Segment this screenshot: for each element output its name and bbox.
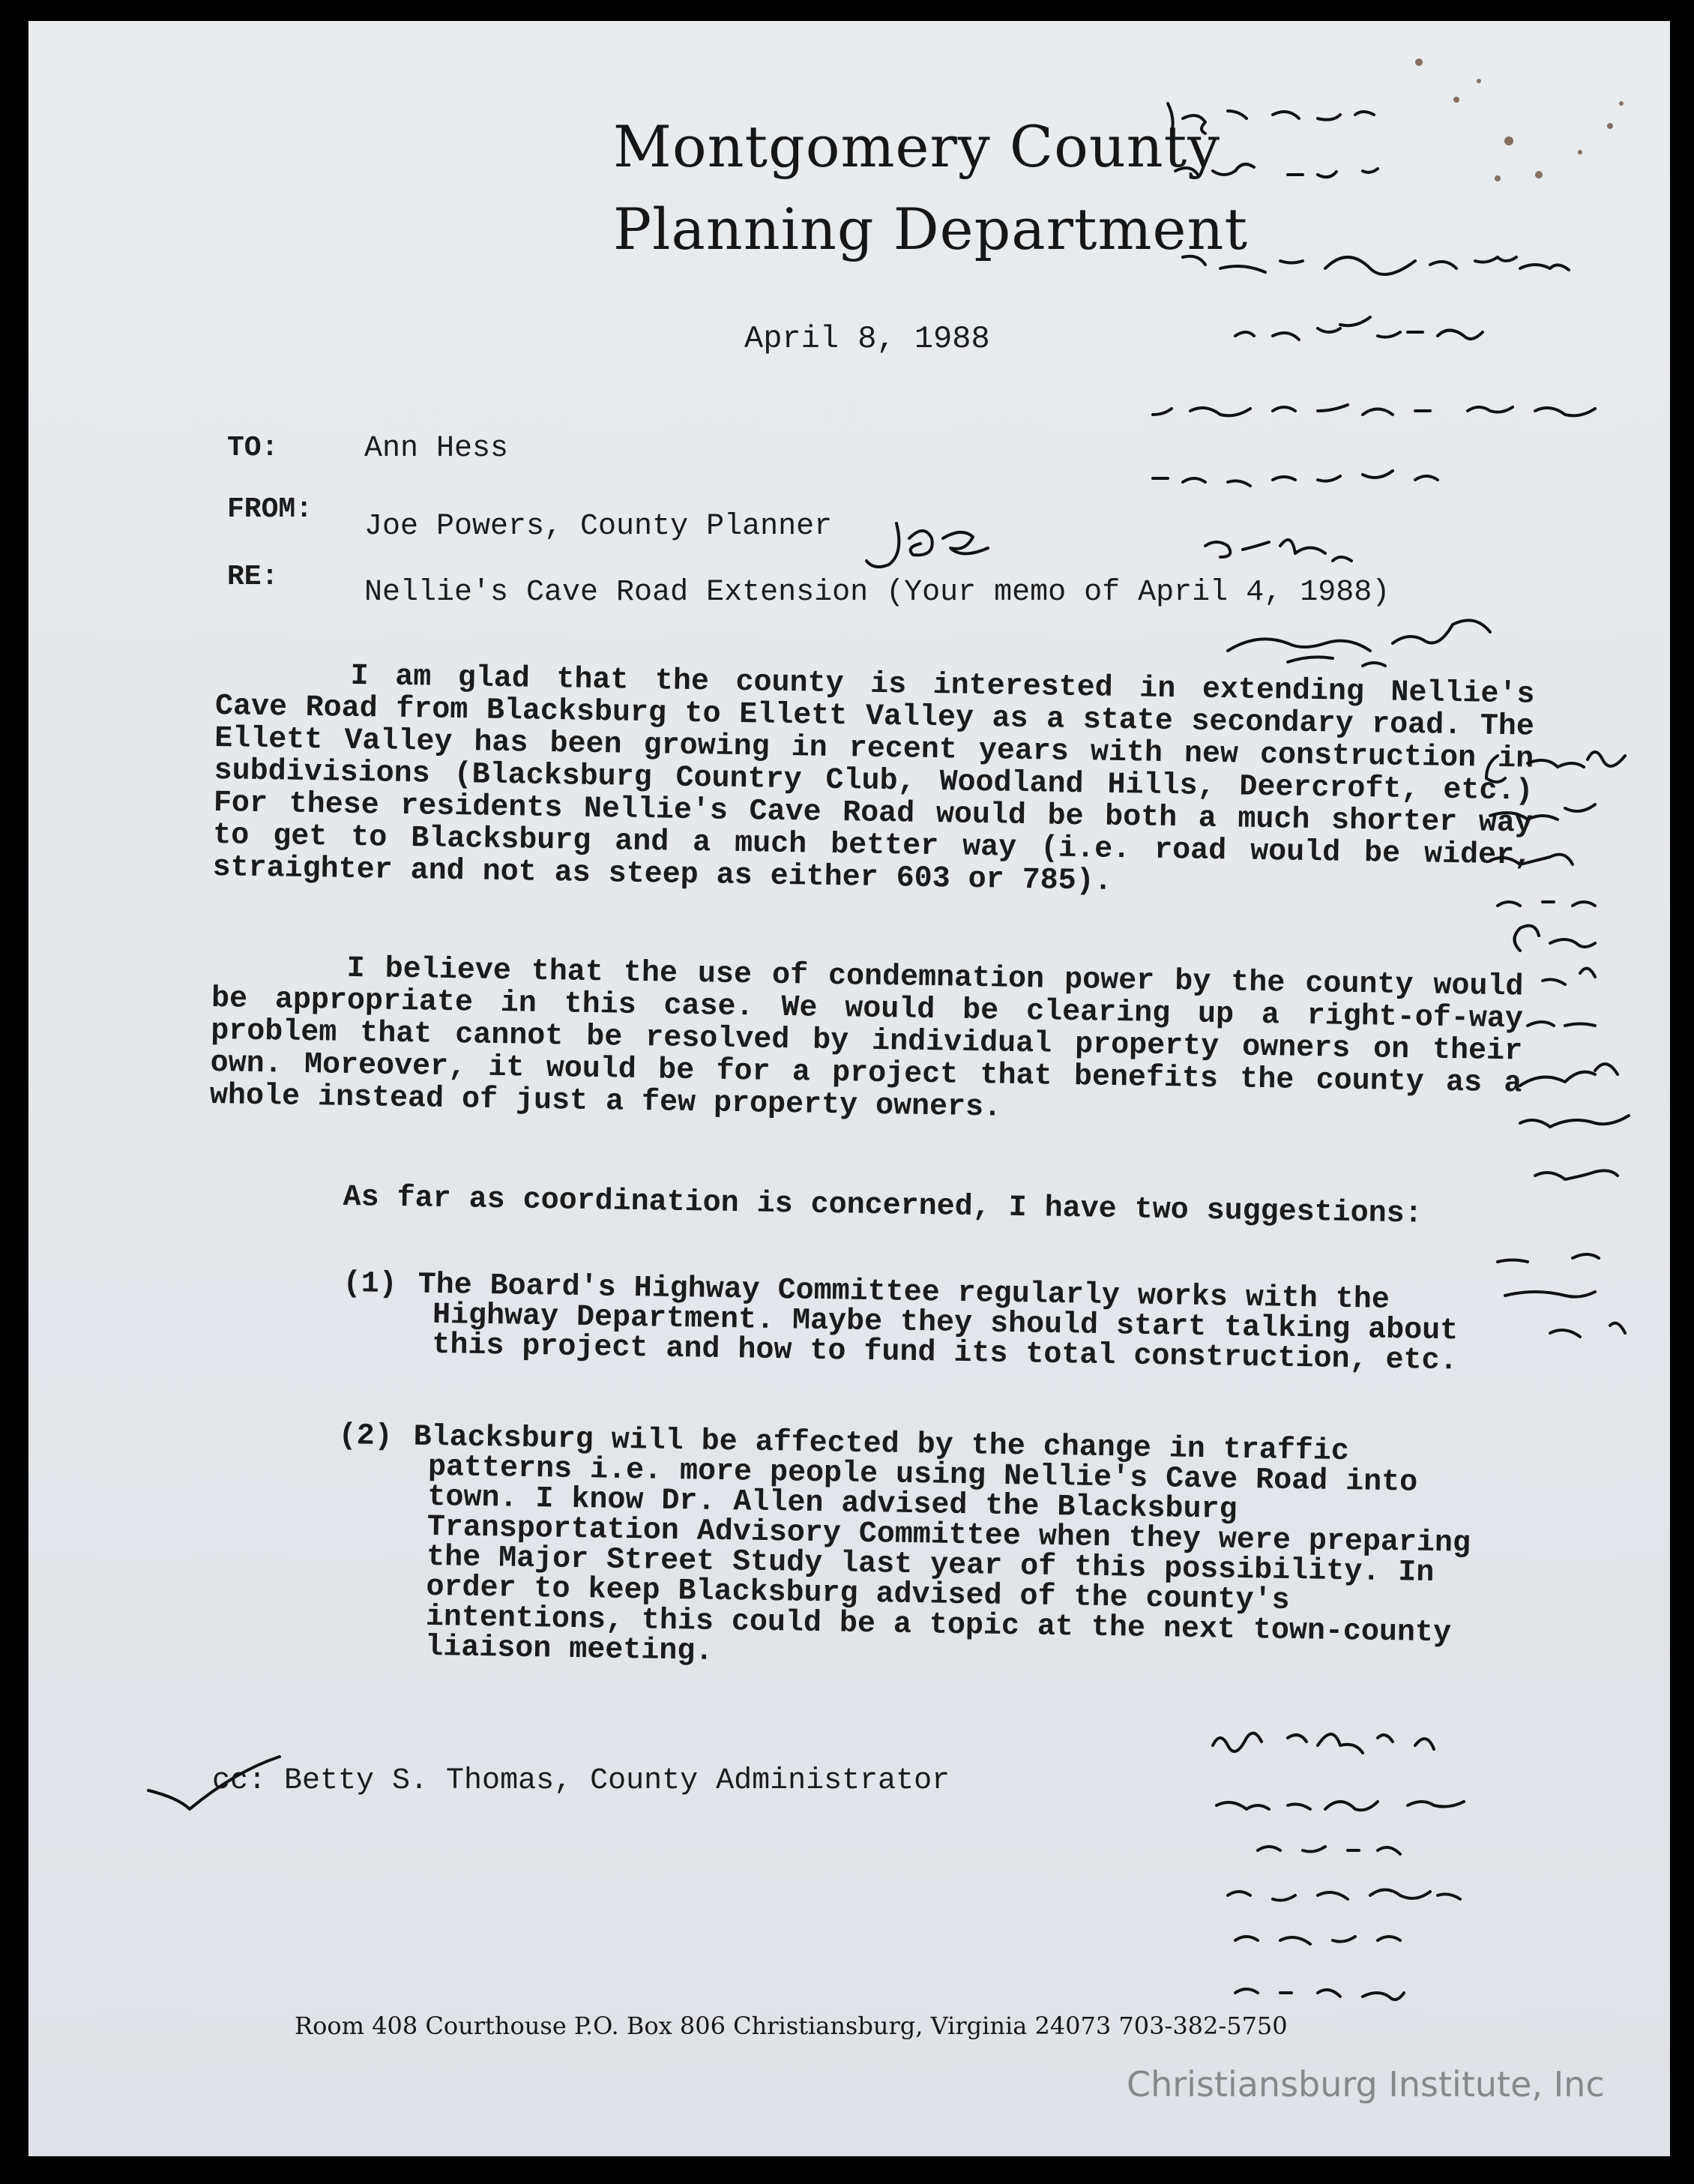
letterhead-footer: Room 408 Courthouse P.O. Box 806 Christiansburg, Virginia 24073 703-382-5750 bbox=[295, 2012, 1288, 2040]
suggestion-number: (1) bbox=[343, 1267, 398, 1302]
re-label: RE: bbox=[227, 561, 279, 593]
memo-date: April 8, 1988 bbox=[744, 321, 990, 357]
suggestion-text: The Board's Highway Committee regularly works with the Highway Department. Maybe they should start talking about this project and how to fund its total construction, etc. bbox=[418, 1268, 1459, 1379]
letterhead-line-1: Montgomery County bbox=[613, 113, 1221, 180]
to-value: Ann Hess bbox=[364, 432, 509, 466]
signature-scribble bbox=[866, 523, 988, 567]
re-value: Nellie's Cave Road Extension (Your memo of April 4, 1988) bbox=[364, 576, 1390, 610]
suggestion-number: (2) bbox=[338, 1419, 394, 1455]
to-label: TO: bbox=[227, 432, 279, 464]
body-paragraph-3: As far as coordination is concerned, I have two suggestions: bbox=[343, 1180, 1423, 1232]
body-paragraph-2: I believe that the use of condemnation power by the county would be appropriate in this case. We would be clearing up a right-of-way problem that cannot be resolved by individual property owners on their own. Moreover, it would be for a project that benefits the county as a whole instead of just a few property owners. bbox=[209, 951, 1524, 1125]
source-credit: Christiansburg Institute, Inc bbox=[1127, 2064, 1605, 2105]
body-paragraph-1: I am glad that the county is interested in extending Nellie's Cave Road from Blacksburg to Ellett Valley as a state secondary road. The Ellett Valley has been growing in recent years with new construction in subdivisions (Blacksburg Country Club, Woodland Hills, Deercroft, etc.) For these residents Nellie's Cave Road would be both a much shorter way to get to Blacksburg and a much better way (i.e. road would be wider, straighter and not as steep as either 603 or 785). bbox=[212, 659, 1535, 899]
letterhead-line-2: Planning Department bbox=[613, 196, 1248, 262]
cc-line: cc: Betty S. Thomas, County Administrator bbox=[212, 1764, 950, 1798]
suggestion-item bbox=[343, 1267, 1483, 1379]
from-label: FROM: bbox=[227, 493, 313, 526]
document-sheet bbox=[28, 21, 1670, 2156]
suggestion-text: Blacksburg will be affected by the change in traffic patterns i.e. more people using Nellie's Cave Road into town. I know Dr. Allen advised the Blacksburg Transportation Advisory Committee when they were preparing the Major Street Study last year of this possibility. In order to keep Blacksburg advised of the county's intentions, this could be a topic at the next town-county liaison meeting. bbox=[413, 1420, 1471, 1669]
from-value: Joe Powers, County Planner bbox=[364, 510, 833, 544]
suggestion-item bbox=[338, 1419, 1478, 1669]
